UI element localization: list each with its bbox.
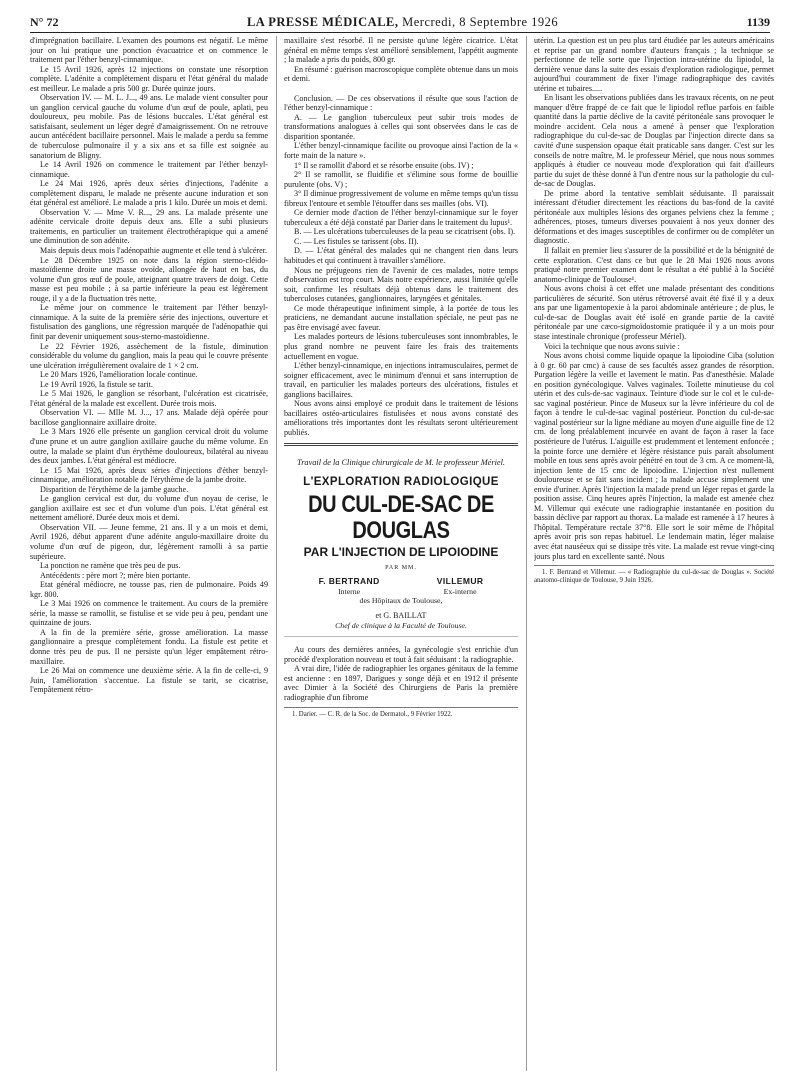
article-title-line1: L'EXPLORATION RADIOLOGIQUE	[303, 476, 499, 489]
author-name: VILLEMUR	[436, 576, 484, 587]
paragraph: A. — Le ganglion tuberculeux peut subir trois modes de transformations analogues à celles qui sont observées dans le cas de disparition spontanée.	[284, 112, 518, 141]
paragraph: Les malades porteurs de lésions tuberculeuses sont innombrables, le plus grand nombre ne peuvent faire les frais des traitements actuellement en vogue.	[284, 332, 518, 361]
paragraph: utérin. La question est un peu plus tard étudiée par les auteurs américains et reprise par un grand nombre d'auteurs français ; la technique se perfectionne de telle sorte que l'injection intra-utérine du lipiodol, la dernière venue dans la suite des essais d'exploration radiologique, permet aujourd'hui couramment de fixer l'image radiographique des cavités utérine et tubaires.....	[534, 36, 774, 93]
paragraph: Au cours des dernières années, la gynécologie s'est enrichie d'un procédé d'exploration nouveau et tout à fait séduisant : la radiographie.	[284, 645, 518, 664]
paragraph: Conclusion. — De ces observations il résulte que sous l'action de l'éther benzyl-cinnamique :	[284, 93, 518, 113]
paragraph: Ce dernier mode d'action de l'éther benzyl-cinnamique sur le foyer tuberculeux a été déjà constaté par Darier dans le traitement du lupus¹.	[284, 208, 518, 227]
paragraph: En lisant les observations publiées dans les travaux récents, on ne peut manquer d'être frappé de ce fait que le lipiodol reflue parfois en faible quantité dans la partie déclive de la cavité péritonéale sans provoquer le moindre accident. Cela nous a amené à penser que l'exploration radiographique du cul-de-sac de Douglas par l'injection directe dans sa cavité d'une suspension opaque était praticable sans danger. C'est sur les conseils de notre maître, M. le professeur Mériel, que nous nous sommes appliqués à étudier ce nouveau mode d'exploration qui fait d'ailleurs partie du sujet de thèse donné à l'un d'entre nous sur la pathologie du cul-de-sac de Douglas.	[534, 93, 774, 189]
author	[437, 577, 484, 596]
paragraph: A la fin de la première série, grosse amélioration. La masse ganglionnaire a presque complètement fondu. La fistule est petite et donne très peu de pus. Il ne persiste qu'un léger empâtement rétro-maxillaire.	[30, 627, 268, 666]
paragraph: L'éther benzyl-cinnamique facilite ou provoque ainsi l'action de la « forte main de la nature ».	[284, 141, 518, 161]
column-left	[30, 36, 268, 1070]
paragraph: Le 19 Avril 1926, la fistule se tarit.	[40, 379, 153, 389]
author-role: Ex-interne	[443, 586, 477, 596]
page-number: 1139	[746, 14, 770, 29]
author-role: Interne	[338, 586, 361, 596]
paragraph: Voici la technique que nous avons suivie :	[544, 341, 680, 351]
article-title-block	[284, 443, 518, 637]
paragraph: d'imprégnation bacillaire. L'examen des poumons est négatif. Le même jour on lui pratique une ponction évacuatrice et on commence le traitement par l'éther benzyl-cinnamique.	[30, 36, 268, 65]
paragraph: Le 26 Mai on commence une deuxième série. A la fin de celle-ci, 9 Juin, l'amélioration s'accentue. La fistule se tarit, se cicatrise, l'empâtement rétro-	[30, 666, 268, 695]
paragraph: Mais depuis deux mois l'adénopathie augmente et elle tend à s'ulcérer.	[40, 246, 267, 256]
paragraph: Le 3 Mai 1926 on commence le traitement. Au cours de la première série, la masse se ramollit, se fistulise et se vide peu à peu, pendant une quinzaine de jours.	[30, 599, 268, 628]
paragraph: Il fallait en premier lieu s'assurer de la possibilité et de la bénignité de cette exploration. C'est dans ce but que le 28 Mai 1926 nous avons pratiqué notre premier examen dont le résultat a été publié à la Société anatomo-clinique de Toulouse¹.	[534, 246, 774, 284]
author-name: F. BERTRAND	[318, 576, 380, 587]
paragraph: D. — L'état général des malades qui ne changent rien dans leurs habitudes et qui continuent à travailler s'améliore.	[284, 246, 518, 266]
paragraph: Observation VI. — Mlle M. J..., 17 ans. Malade déjà opérée pour bacillose ganglionnaire axillaire droite.	[30, 408, 268, 427]
footnote: 1. F. Bertrand et Villemur. — « Radiographie du cul-de-sac de Douglas ». Société anatomo-clinique de Toulouse, 9 Juin 1926.	[534, 565, 774, 586]
article-title-line3: PAR L'INJECTION DE LIPOIODINE	[303, 544, 499, 559]
paragraph: Etat général médiocre, ne tousse pas, rien de pulmonaire. Poids 49 kgr. 800.	[30, 580, 268, 599]
paragraph: L'éther benzyl-cinnamique, en injections intramusculaires, permet de soigner efficacement, avec le minimum d'ennui et sans interruption de travail, en particulier les malades porteurs des ulcérations, fistules et ganglions bacillaires.	[284, 361, 518, 399]
paragraph: Le ganglion cervical est dur, du volume d'un noyau de cerise, le ganglion axillaire est sec et d'un volume d'un pois. L'état général est nettement amélioré. Durée deux mois et demi.	[30, 494, 268, 523]
paragraph: 2° Il se ramollit, se fluidifie et s'élimine sous forme de bouillie purulente (obs. V) ;	[284, 170, 518, 189]
paragraph: Le 24 Mai 1926, après deux séries d'injections, l'adénite a complètement disparu, le malade ne présente aucune induration et son état général est amélioré. Le malade a pris 1 kilo. Durée un mois et demi.	[30, 179, 268, 208]
paragraph: Le 22 Février 1926, assèchement de la fistule, diminution considérable du volume du ganglion, mais la peau qui le couvre présente une ulcération irrégulièrement ovalaire de 1 × 2 cm.	[30, 341, 268, 370]
author	[319, 577, 380, 596]
paragraph: Ce mode thérapeutique infiniment simple, à la portée de tous les praticiens, ne demandant aucune installation spéciale, ne peut pas ne pas être envisagé avec faveur.	[284, 303, 518, 332]
third-author-role: Chef de clinique à la Faculté de Toulouse.	[284, 621, 518, 638]
paragraph: Le 5 Mai 1926, le ganglion se résorbant, l'ulcération est cicatrisée, l'état général de la malade est excellent. Durée trois mois.	[30, 389, 268, 408]
issue-date: Mercredi, 8 Septembre 1926	[398, 14, 559, 29]
paragraph: maxillaire s'est résorbé. Il ne persiste qu'une légère cicatrice. L'état général en même temps s'est amélioré sensiblement, l'appétit augmente ; la malade a pris du poids, 800 gr.	[284, 36, 518, 65]
paragraph: Observation IV. — M. L. J..., 49 ans. Le malade vient consulter pour un ganglion cervical gauche du volume d'un œuf de poule, aplati, peu douloureux, peu mobile. Pas de lésions buccales. L'état général est satisfaisant, seulement un léger degré d'amaigrissement. On ne retrouve aucun antécédent bacillaire personnel. Mais le malade a perdu sa femme de tuberculose pulmonaire il y a six ans et sa fille est soignée au sanatorium de Bligny.	[30, 93, 268, 160]
paragraph: Nous avons ainsi employé ce produit dans le traitement de lésions bacillaires ostéo-articulaires fistulisées et nous avons constaté des améliorations très importantes dont les résultats seront ultérieurement publiés.	[284, 399, 518, 437]
column-right	[534, 36, 774, 1070]
third-author: et G. BAILLAT	[375, 611, 427, 621]
affiliation: des Hôpitaux de Toulouse,	[359, 595, 443, 605]
paragraph: A vrai dire, l'idée de radiographier les organes génitaux de la femme est ancienne : en 1897, Darigues y songe déjà et en 1912 il présente avec Dimier à la Société des Chirurgiens de Paris la première radiographie d'un fibrome	[284, 664, 518, 702]
paragraph: Le 3 Mars 1926 elle présente un ganglion cervical droit du volume d'une prune et un autre ganglion axillaire gauche du même volume. En outre, la malade se plaint d'un érythème douloureux, bilatéral au niveau des deux jambes. L'état général est médiocre.	[30, 427, 268, 466]
page-header	[30, 12, 770, 33]
paragraph: C. — Les fistules se tarissent (obs. II).	[294, 236, 419, 246]
paragraph: Observation VII. — Jeune femme, 21 ans. Il y a un mois et demi, Avril 1926, début apparent d'une adénite angulo-maxillaire droite du volume d'un œuf de pigeon, dur, légèrement ramolli à sa partie supérieure.	[30, 522, 268, 561]
article-title-line2: DU CUL-DE-SAC DE DOUGLAS	[308, 492, 494, 544]
paragraph: Antécédents : père mort ?; mère bien portante.	[40, 570, 191, 580]
footnote: 1. Darier. — C. R. de la Soc. de Dermatol., 9 Février 1922.	[284, 707, 518, 719]
journal-name: LA PRESSE MÉDICALE,	[246, 14, 399, 29]
paragraph: En résumé : guérison macroscopique complète obtenue dans un mois et demi.	[284, 64, 518, 84]
article-origin: Travail de la Clinique chirurgicale de M. le professeur Mériel.	[297, 458, 505, 468]
paragraph: B. — Les ulcérations tuberculeuses de la peau se cicatrisent (obs. I).	[294, 227, 516, 237]
journal-title	[247, 15, 558, 30]
by-label: PAR MM.	[385, 564, 417, 571]
paragraph: Le 14 Avril 1926 on commence le traitement par l'éther benzyl-cinnamique.	[30, 160, 268, 179]
paragraph: Observation V. — Mme V. R..., 29 ans. La malade présente une adénite cervicale droite depuis deux ans. Elle a subi plusieurs traitements, en particulier un traitement électrothérapique qui a amené une diminution de son adénite.	[30, 207, 268, 246]
paragraph: 1° Il se ramollit d'abord et se résorbe ensuite (obs. IV) ;	[294, 160, 474, 170]
paragraph: 3° Il diminue progressivement de volume en même temps qu'un tissu fibreux l'entoure et semble l'étouffer dans ses mailles (obs. VI).	[284, 189, 518, 208]
paragraph: Le 15 Avril 1926, après 12 injections on constate une résorption complète. L'adénite a complètement disparu et l'état général du malade est meilleur. Le malade a pris 500 gr. Durée quinze jours.	[30, 64, 268, 93]
paragraph: Nous avons choisi à cet effet une malade présentant des conditions particulières de sécurité. Son utérus rétroversé avait été fixé il y a deux ans par une ligamentopexie à la paroi abdominale antérieure ; de plus, le cul-de-sac de Douglas avait été isolé en grande partie de la cavité péritonéale par une cæco-sigmoïdostomie pratiquée il y a un mois pour stase intestinale chronique (professeur Mériel).	[534, 284, 774, 341]
column-middle	[284, 36, 518, 1070]
paragraph: La ponction ne ramène que très peu de pus.	[40, 561, 181, 571]
paragraph: Nous ne préjugeons rien de l'avenir de ces malades, notre temps d'observation est trop court. Mais notre expérience, aussi limitée qu'elle soit, confirme les résultats déjà obtenus dans le traitement des tuberculoses cutanées, ganglionnaires, laryngées et génitales.	[284, 265, 518, 304]
paragraph: Le 28 Décembre 1925 on note dans la région sterno-cléido-mastoïdienne droite une masse ovoïde, allongée de haut en bas, du volume d'un gros œuf de poule, atteignant quatre travers de doigt. Cette masse est peu mobile ; à sa partie inférieure la peau est légèrement rouge, il y a de la fluctuation très nette.	[30, 255, 268, 303]
paragraph: Le 20 Mars 1926, l'amélioration locale continue.	[40, 370, 198, 380]
column-rule	[276, 36, 277, 1071]
paragraph: De prime abord la tentative semblait séduisante. Il paraissait intéressant d'étudier directement les réactions du bas-fond de la cavité péritonéale aux multiples lésions des organes pelviens chez la femme ; adhérences, ptoses, tumeurs diverses pouvaient à nos yeux donner des déformations et des images susceptibles de confirmer ou de compléter un diagnostic.	[534, 188, 774, 246]
paragraph: Le 15 Mai 1926, après deux séries d'injections d'éther benzyl-cinnamique, amélioration notable de l'érythème de la jambe droite.	[30, 465, 268, 485]
paragraph: Nous avons choisi comme liquide opaque la lipoiodine Ciba (solution à 0 gr. 60 par cmc) à cause de ses facultés assez grandes de résorption. Purgation légère la veille et lavement le matin. Pas d'anesthésie. Malade en position gynécologique. Valves vaginales. Toilette minutieuse du col utérin et des culs-de-sac vaginaux. Teinture d'iode sur le col et le cul-de-sac vaginal postérieur. Pince de Museux sur la lèvre inférieure du col de façon à tendre le cul-de-sac vaginal postérieur. Ponction du cul-de-sac vaginal postérieur sur la ligne médiane au moyen d'une aiguille fine de 12 cm. de long préalablement incurvée en avant de façon à raser la face postérieure de l'utérus. L'aiguille est prudemment et lentement enfoncée ; la pointe force une dernière et légère résistance puis paraît absolument mobile en tous sens après avoir pénétré en tout de 3 cm. A ce moment-là, injection lente de 15 cmc de lipoiodine. L'injection n'est nullement douloureuse et se fait sans incident ; la malade accuse simplement une envie d'uriner. Après l'injection la malade prend un léger repas et garde la position assise. Cinq heures après l'injection, la malade est amenée chez M. Villemur qui exécute une radiographie instantanée en position du bassin déclive par rapport au thorax. La malade est ramenée à 17 heures à l'hôpital. Température rectale 37°8. Elle sort le soir même de l'hôpital après avoir pris son repas habituel. Le lendemain matin, léger malaise avec état nauséeux qui se dissipe très vite. La malade est revue vingt-cinq jours plus tard en excellente santé. Nous	[534, 351, 774, 561]
column-rule	[526, 36, 527, 1071]
paragraph: Le même jour on commence le traitement par l'éther benzyl-cinnamique. A la suite de la première série des injections, ouverture et fistulisation des ganglions, une régression marquée de l'adénopathie qui finit par devenir uniquement sous-sterno-mastoïdienne.	[30, 303, 268, 341]
issue-number: N° 72	[30, 14, 59, 29]
authors	[290, 577, 512, 596]
paragraph: Disparition de l'érythème de la jambe gauche.	[40, 484, 189, 494]
